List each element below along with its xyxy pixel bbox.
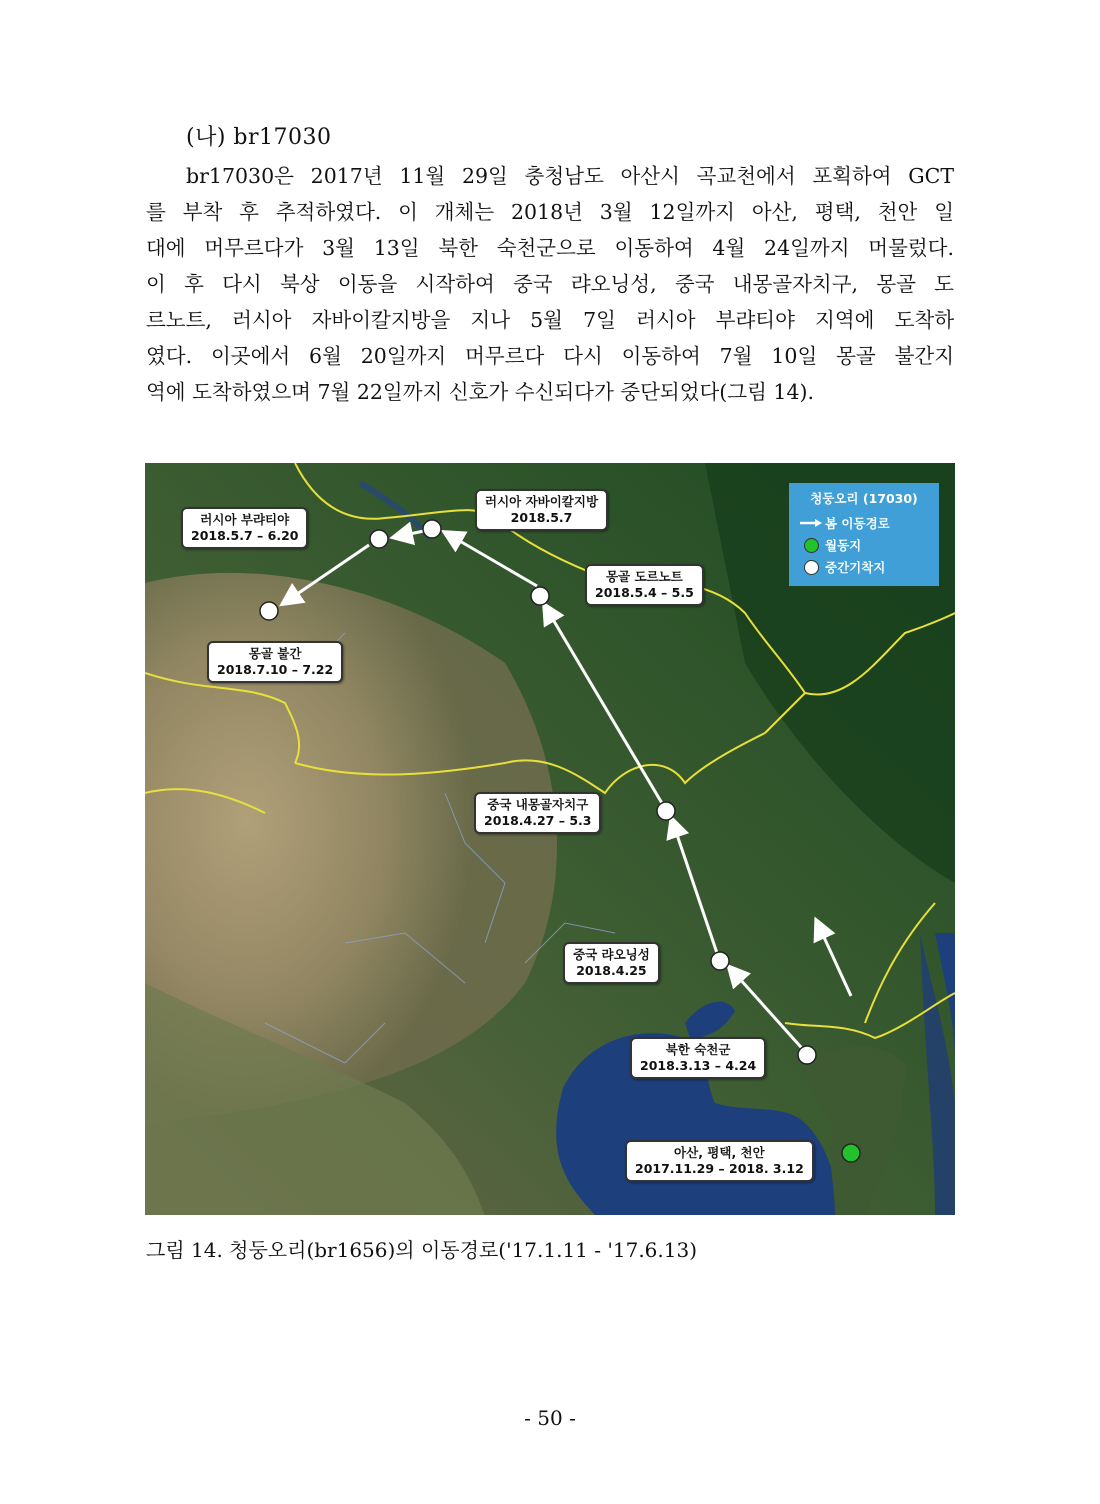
body-line: 이 후 다시 북상 이동을 시작하여 중국 랴오닝성, 중국 내몽골자치구, 몽골 도	[146, 272, 954, 296]
location-name: 러시아 부랴티야	[200, 512, 290, 527]
legend-row-route	[797, 512, 931, 534]
location-period: 2018.4.25	[576, 963, 647, 978]
body-paragraph	[146, 158, 954, 410]
arrow-right-icon	[797, 518, 825, 528]
location-name: 러시아 자바이칼지방	[485, 494, 599, 509]
location-name: 아산, 평택, 천안	[674, 1145, 765, 1160]
body-line: 였다. 이곳에서 6월 20일까지 머무르다 다시 이동하여 7월 10일 몽골 불간지	[146, 344, 954, 368]
location-period: 2017.11.29 – 2018. 3.12	[635, 1161, 804, 1176]
stopover-marker	[370, 530, 388, 548]
green-dot-icon	[804, 538, 819, 553]
stopover-marker	[711, 952, 729, 970]
stopover-marker	[657, 802, 675, 820]
body-line: 르노트, 러시아 자바이칼지방을 지나 5월 7일 러시아 부랴티야 지역에 도착하	[146, 308, 954, 332]
body-line: 역에 도착하였으며 7월 22일까지 신호가 수신되다가 중단되었다(그림 14).	[146, 380, 815, 404]
callout-inner-mongolia	[474, 792, 601, 834]
body-line: br17030은 2017년 11월 29일 충청남도 아산시 곡교천에서 포획하여 GCT	[186, 164, 954, 188]
legend-stopover-label: 중간기착지	[825, 560, 886, 575]
white-dot-icon	[804, 560, 819, 575]
callout-liaoning	[563, 942, 660, 984]
section-heading: (나) br17030	[186, 125, 332, 150]
location-period: 2018.3.13 – 4.24	[640, 1058, 757, 1073]
location-name: 북한 숙천군	[665, 1042, 731, 1057]
callout-sukcheon	[630, 1037, 766, 1079]
callout-dornod	[585, 564, 704, 606]
callout-buryatia	[181, 507, 308, 549]
body-line: 대에 머무르다가 3월 13일 북한 숙천군으로 이동하여 4월 24일까지 머물렀다.	[146, 236, 954, 260]
location-period: 2018.4.27 – 5.3	[484, 813, 592, 828]
legend-route-label: 봄 이동경로	[825, 516, 890, 531]
legend-row-stopover	[797, 556, 931, 578]
location-period: 2018.5.7 – 6.20	[191, 528, 299, 543]
location-period: 2018.5.7	[510, 510, 573, 525]
body-line: 를 부착 후 추적하였다. 이 개체는 2018년 3월 12일까지 아산, 평택, 천안 일	[146, 200, 954, 224]
location-name: 중국 랴오닝성	[573, 947, 650, 962]
callout-bulgan	[207, 641, 343, 683]
stopover-marker	[423, 520, 441, 538]
stopover-marker	[260, 602, 278, 620]
callout-zabaykalsky	[475, 489, 608, 531]
stopover-marker	[531, 587, 549, 605]
location-period: 2018.5.4 – 5.5	[595, 585, 694, 600]
callout-asan	[625, 1140, 814, 1182]
figure-caption: 그림 14. 청둥오리(br1656)의 이동경로('17.1.11 - '17.6.13)	[146, 1238, 698, 1262]
legend-row-wintering	[797, 534, 931, 556]
location-period: 2018.7.10 – 7.22	[217, 662, 334, 677]
location-name: 중국 내몽골자치구	[487, 797, 589, 812]
map-legend	[789, 483, 939, 586]
migration-map	[145, 463, 955, 1215]
legend-title: 청둥오리 (17030)	[810, 491, 918, 506]
wintering-site-marker	[842, 1144, 860, 1162]
legend-wintering-label: 월동지	[825, 538, 862, 553]
location-name: 몽골 불간	[248, 646, 302, 661]
page-number: - 50 -	[524, 1406, 576, 1430]
stopover-marker	[798, 1046, 816, 1064]
location-name: 몽골 도르노트	[605, 569, 683, 584]
